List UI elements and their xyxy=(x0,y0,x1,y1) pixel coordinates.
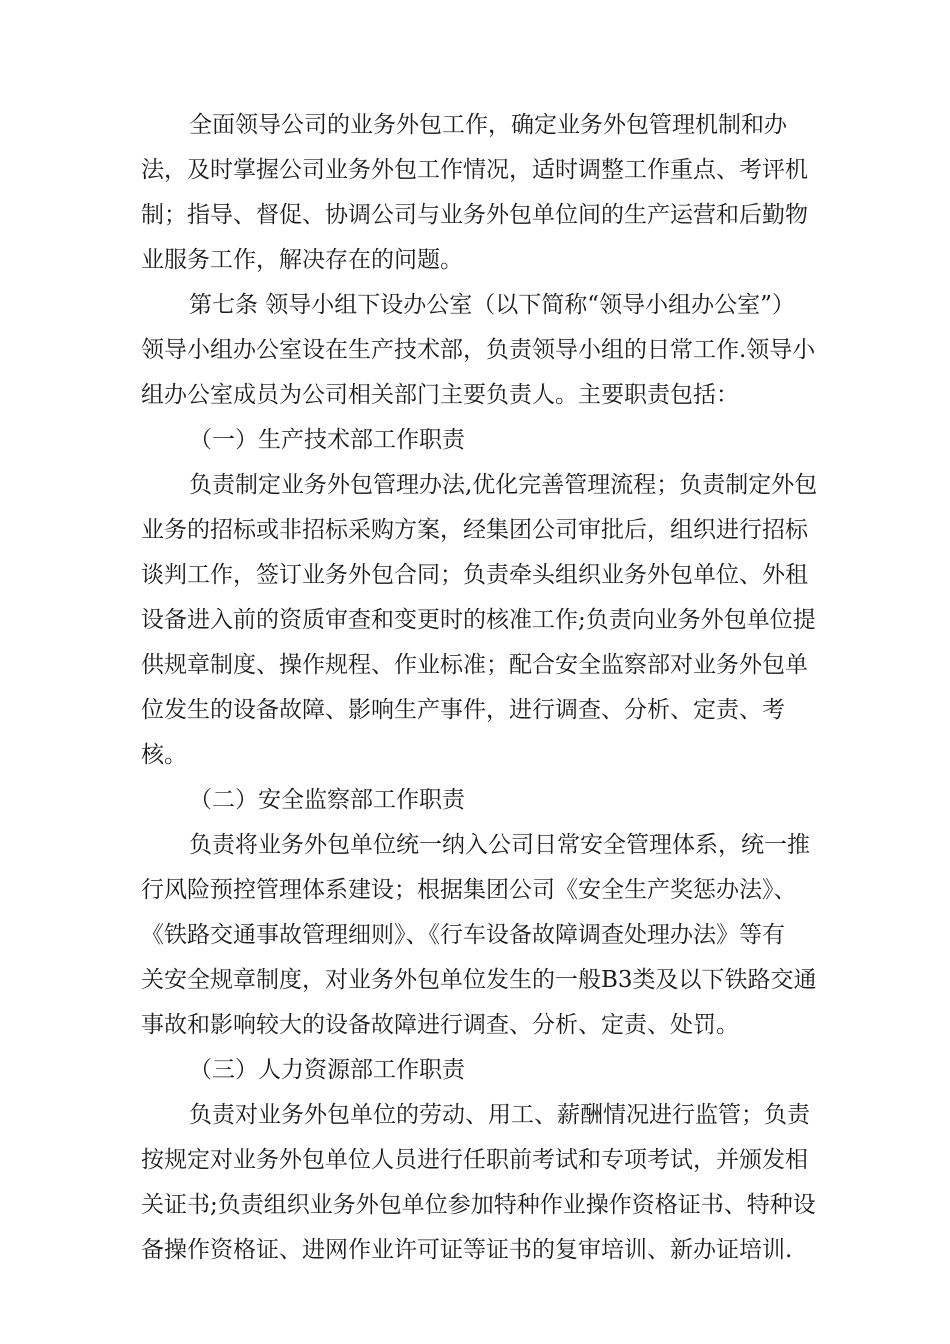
text-line: 关安全规章制度，对业务外包单位发生的一般B3类及以下铁路交通 xyxy=(141,967,817,993)
text-line: 制；指导、督促、协调公司与业务外包单位间的生产运营和后勤物 xyxy=(141,202,808,228)
text-line: 领导小组办公室设在生产技术部，负责领导小组的日常工作.领导小 xyxy=(141,337,816,363)
text-line: 设备进入前的资质审查和变更时的核准工作;负责向业务外包单位提 xyxy=(141,607,816,633)
text-line: 备操作资格证、进网作业许可证等证书的复审培训、新办证培训. xyxy=(141,1237,793,1263)
text-line: 关证书;负责组织业务外包单位参加特种作业操作资格证书、特种设 xyxy=(141,1192,816,1218)
text-line: 组办公室成员为公司相关部门主要负责人。主要职责包括： xyxy=(141,382,739,408)
text-line: 《铁路交通事故管理细则》、《行车设备故障调查处理办法》等有 xyxy=(141,922,785,948)
text-line: 全面领导公司的业务外包工作，确定业务外包管理机制和办 xyxy=(189,112,787,138)
text-line: 供规章制度、操作规程、作业标准；配合安全监察部对业务外包单 xyxy=(141,652,808,678)
section-heading: （一）生产技术部工作职责 xyxy=(189,427,465,453)
text-line: 业务的招标或非招标采购方案，经集团公司审批后，组织进行招标 xyxy=(141,517,808,543)
text-line: 负责将业务外包单位统一纳入公司日常安全管理体系，统一推 xyxy=(189,832,810,858)
text-line: 核。 xyxy=(141,742,187,768)
text-line: 法，及时掌握公司业务外包工作情况，适时调整工作重点、考评机 xyxy=(141,157,808,183)
text-line: 事故和影响较大的设备故障进行调查、分析、定责、处罚。 xyxy=(141,1012,739,1038)
text-line: 负责对业务外包单位的劳动、用工、薪酬情况进行监管；负责 xyxy=(189,1102,810,1128)
article-heading: 第七条 领导小组下设办公室（以下简称“领导小组办公室”） xyxy=(189,292,795,318)
text-line: 行风险预控管理体系建设；根据集团公司《安全生产奖惩办法》、 xyxy=(141,877,797,903)
text-line: 业服务工作，解决存在的问题。 xyxy=(141,247,463,273)
text-line: 负责制定业务外包管理办法,优化完善管理流程；负责制定外包 xyxy=(189,472,818,498)
text-line: 谈判工作，签订业务外包合同；负责牵头组织业务外包单位、外租 xyxy=(141,562,808,588)
section-heading: （三）人力资源部工作职责 xyxy=(189,1057,465,1083)
text-line: 按规定对业务外包单位人员进行任职前考试和专项考试，并颁发相 xyxy=(141,1147,808,1173)
section-heading: （二）安全监察部工作职责 xyxy=(189,787,465,813)
text-line: 位发生的设备故障、影响生产事件，进行调查、分析、定责、考 xyxy=(141,697,785,723)
